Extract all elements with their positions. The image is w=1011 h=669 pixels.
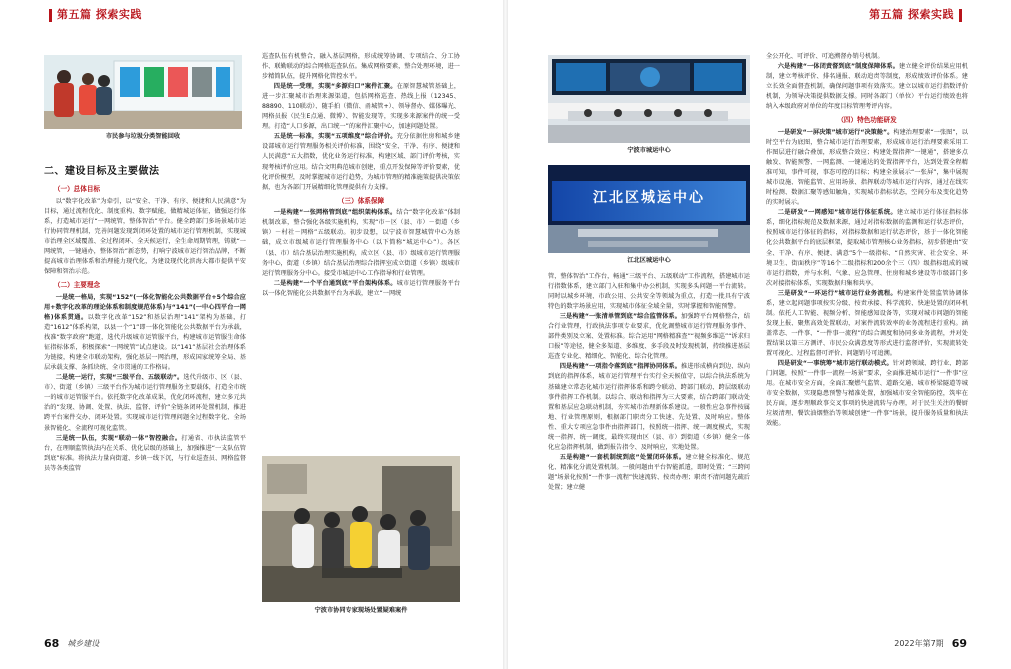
page-number: 68 [44, 637, 60, 651]
paragraph-body: 针对跨领域、跨行业、跨部门问题，按照“一件事一流程一场景”要求，全面推进城市运行“一件事”应用。在城市安全方面，全面汇聚燃气监管、道路交通、城市桥梁隧道等城市安全数据，实现隐患预警与精准处置，加强城市安全智能防控，筑牢在民方面，逐步理顺政事交叉事项的快速流转与办理，对于民生关注的餐厨垃圾清理、餐饮油烟整治等领域创建“一件事”场景，提升服务质量和执法效能。 [766, 360, 968, 428]
paragraph [44, 434, 246, 474]
section-title: 第五篇 探索实践 [869, 8, 954, 22]
paragraph-lead: 一是构建“一张网格管到底”组织架构体系。 [273, 209, 397, 217]
paragraph [548, 312, 750, 362]
magazine-name: 城乡建设 [67, 638, 100, 648]
paragraph [766, 62, 968, 112]
page-footer-left [44, 635, 99, 653]
photo-caption: 宁波市协同专家现场处置疑难案件 [314, 607, 408, 614]
paragraph-body: 建立城市运行体征指标体系，细化指标规范及数据来源，通过对指标数据的监测和运行状态评价，按照城市运行体征的指标，对指标数据和运行状态评价，基于一体化智能化公共数据平台的底层框架，提取城市管理核心业务指标，初步搭建由“安全、干净、有序、便捷、满意”5个一级指标、“自然灾害、社会安全、环境卫生、街面秩序”等16个二级指标和200余个三（四）级指标组成的城市运行指数，并与水利、气象、应急管理、住房和城乡建设等市级部门多次对接指标体系，实现数据归集和共享。 [766, 209, 968, 287]
paragraph [548, 453, 750, 493]
street-experts-illustration [262, 456, 460, 602]
page-footer-right [894, 635, 967, 653]
right-page [508, 0, 1011, 669]
paragraph-lead: 六是构建“一体闭责督到底”制度保障体系。 [777, 63, 900, 71]
photo-ningbo-center [548, 55, 750, 143]
chapter-heading: 二、建设目标及主要做法 [44, 166, 160, 177]
right-column-2 [766, 52, 968, 630]
paragraph [262, 82, 460, 132]
paragraph-lead: 二是研发“一网感知”城市运行体征系统。 [777, 209, 897, 217]
paragraph [548, 362, 750, 452]
subheading-overall-goal: （一）总体目标 [53, 185, 101, 194]
paragraph: 巡查队伍有机整合，融入基层网格，形成统筹协调、专项结合、分工协作、联勤联动的综合网格巡查队伍。集成网格要素，整合处理环境，进一步精简队伍，提升网格化管控水平。 [262, 53, 460, 81]
paragraph-body: 结合“数字化改革”体制机制改革，整合强化各级实施机构，实现“市－区（县、市）－街道（乡镇）－村社－网格”五级联动。初步设想，以宁波市智慧城管中心为基础，成立市级城市运行管理服务中心（以下简称“城运中心”）。各区（县、市）结合基层治理实施机构，成立区（县、市）级城市运行管理服务中心，街道（乡镇）结合基层治理综合指挥室成立街道（乡镇）级城市运行管理服务分中心。接受市城运中心工作指导和行业管理。 [262, 209, 460, 277]
paragraph-body: 构建案件处置监管协调体系，建立起问题事项按实分级、按责承接、科学流转、快速处置的闭环机制。依托人工智能、视频分析、智能感知设备等，实现对城市问题的智能发现上报、聚焦高效处置联动，对案件流转效率的业务流程进行重构。涵盖常态、一件事、“一件事一流程”的综合调度和协同多业务流程，并对处置结果以第三方测评、市民公众满意度等形式进行监督评价，实现流转处置可视化、过程监督可评价、问题销号可追溯。 [766, 289, 968, 357]
paragraph-body: 推进形成横向到边、纵向到底的指挥体系，城市运行管理平台实行全天候值守，以综合执法系统为基础建立常态化城市运行指挥体系和跨令联动、跨部门联动、跨层级联动事件指挥工作机制。以综合、联动和指挥为三大要素，结合跨部门联动处置和基层应急联动机制，夯实城市治理新体系建设。一般性应急事件按属地、行业管理原则，根据部门职责分工快速、先处置、及时响应。整体性、重大专项应急事件由指挥部门，按照统一指挥、统一调度模式，实现统一指挥、统一调度，最终实现由区（县、市）到街道（乡镇）健全一体化应急指挥机制，做到报告指令、及时响应，实地处置。 [548, 363, 750, 451]
photo-caption: 宁波市城运中心 [627, 147, 671, 154]
photo-street-experts [262, 456, 460, 602]
paragraph-body: 构建治理要素“一张图”，以时空平台为底图，整合城市运行治理要素，形成城市运行治理要素采用工作图层进行融合叠加，形成整合效应；构建处置指挥“一键通”，搭建多点触发、智能预警、一网监测、一键通达的处置指挥平台，达到处置全程精准可知，事件可视，事态可控的目标；构建全景展示“一张屏”，集中展现城市设施、智能监管、应用场景、指挥联动等城市运行内容，通过在线实时检测、数据汇聚等感知触角，实现城市指标状态，空间分布及变化趋势的实时展示。 [766, 128, 968, 207]
paragraph [44, 293, 246, 373]
section-tag-right [869, 6, 967, 24]
photo-caption: 市民参与垃圾分类智能回收 [105, 133, 181, 140]
garbage-sorting-illustration [44, 55, 242, 129]
paragraph [766, 128, 968, 208]
paragraph [262, 132, 460, 192]
paragraph: 以“数字化改革”为牵引，以“安全、干净、有序、便捷和人民满意”为目标，通过流程优化、制度重构、数字赋能，做精城运体征，做强运行体系，打造城市运行“一网统管，整体智治”平台。健全跨部门多场景城市运行协同管理机制，完善问题发现到闭环处置的城市运行管理机制，实现城市治理全区域覆盖、全过程闭环、全天候运行，全生命周期管理，铸就“一网统管，一键通办，整体智治”新态势，打响宁波城市运行智治品牌，不断提高城市治理体系和治理能力现代化，为建设现代化滨海大都市提供平安保障和智治示范。 [44, 197, 246, 276]
page-number: 69 [951, 637, 967, 651]
paragraph-body: 选代升级市、区（县、市）、街道（乡镇）三级平台作为城市运行管理服务主要载体，打造全市统一的城市运管服平台。依托数字化改革成果，优化闭环流程，建立多元共治的“发现、协调、处置、执法、监督、评价”全链条闭环处置机制，推进跨平台案件交办、闭环处置。实现城市运行管理问题全过程数字化、全场景智能化、全流程可视化监管。 [44, 374, 246, 432]
paragraph-lead: 三是研发“一环运行”城市运行业务流程。 [777, 289, 897, 297]
photo-caption: 江北区城运中心 [627, 257, 671, 264]
paragraph-lead: 五是统一标准，实现“五项维度”综合评价。 [273, 133, 397, 141]
paragraph [262, 279, 460, 299]
paragraph-body: 打通省、市执法监管平台，在理顺监管执法内在关系、优化层级的基础上，加强推进“一支队伍管到底”标准。将执法力量向街道、乡镇一线下沉，与行业巡查员、网格监督员等各类监管 [44, 434, 246, 472]
paragraph-body: 加强跨平台网格整合，结合行业管理，行政执法事项专业要求，优化调整城市运行管理服务事件、部件类别及立案、处置标准。综合运用“网格精准查”“视频多维巡”“诉求归口报”等途径，健全多渠道、多维度、多手段及时发现机制，持续推进基层巡查专业化、精细化、智能化、综合化管理。 [548, 313, 750, 361]
left-page [0, 0, 503, 669]
paragraph-lead: 一是研发“一屏决策”城市运行“决策舱”。 [777, 128, 894, 136]
paragraph-body: 以数字化改革“152”和基层治理“141”架构为基础，打造“1612”体系构架，以县一个“1”即一体化智能化公共数据平台为承载，找准“数字政府”跑道，选代升级城市运管服平台，构建城市运管服生命体征指标体系，积极探索“一网统管”试点建设。以“141”基层社会治理体系为链接，构建全市联动架构，强化基层一网治理，形成国家统筹全局、基层承载支撑、条抓块统、全市贯通的工作格局。 [44, 314, 246, 372]
paragraph: 全公开化、可评价、可追溯督办销号机制。 [766, 53, 884, 60]
screen-text: 江北区城运中心 [593, 190, 705, 206]
subheading-system-guarantee: （三）体系保障 [337, 196, 385, 205]
paragraph [766, 289, 968, 359]
paragraph-body: 在原智慧城管基础上，进一步汇聚城市治理来源渠道，包括网格巡查、热线上报（12345、88890、110联动）、随手拍（微信、甬城管+）、领导督办、媒体曝光、网格员报（民生E点通、微博）、智能发现等，实现多来源案件的统一受理。打造“人口多源，出口统一”的案件汇聚中心，加速问题处置。 [262, 83, 460, 131]
section-bar [959, 9, 962, 22]
section-tag-left [44, 6, 142, 24]
paragraph-body: 城市运行管理服务平台以一体化智能化公共数据平台为承载，建立“一网统 [262, 279, 460, 297]
left-column-1 [44, 160, 246, 628]
paragraph-lead: 五是构建“一套机制统到底”处置闭环体系。 [559, 453, 686, 461]
paragraph [262, 208, 460, 278]
paragraph-body: 充分依据住房和城乡建设部城市运行管理服务相关评价标准，围绕“安全、干净、有序、便捷和人民满意”五大指数，优化业务运行标准，构建区域、部门评价考核，实现考核评价应用。结合文明典范城市创建，重点开发保障等评价要素，优化评价模型，及时掌握城市运行趋势，为城市管理的精准施策提供决策依据，也为各部门开展精细化管理提供有力支撑。 [262, 133, 460, 191]
paragraph-lead: 二是统一运行，实现“三级平台、五级联动”。 [55, 374, 184, 382]
paragraph-body: 建立健全标准化、规范化、精准化分流处置机制。一般问题由平台智能派遣，即时处置；“三跨问题”场景化按照“一件事一流程”快速流转、按责办理；职责不清问题先疏后处置；建立健 [548, 453, 750, 491]
paragraph-lead: 三是构建“一张清单管到底”综合监管体系。 [559, 313, 682, 321]
paragraph-lead: 四是构建“一项指令落到底”指挥协同体系。 [559, 363, 682, 371]
section-bar [49, 9, 52, 22]
paragraph [766, 208, 968, 288]
subheading-main-concepts: （二）主要理念 [53, 281, 101, 290]
issue-label: 2022年第7期 [894, 638, 944, 648]
paragraph-lead: 一是统一格局，实现“152”(一体化智能化公共数据平台+5个综合应用+数字化改革的理论体系和制度规范体系)与“141”(一中心四平台一网格)体系贯通。 [44, 293, 246, 321]
paragraph-body: 建立健全评价结果应用机制，建立考核评价、排名通报、联动追责等制度，形成绩效评价体系。建立长效全面督查机制，确保问题事项有效落实。建立以城市运行指数评价机制，为领导决策提供数据支撑。同时各部门（单位）平台运行绩效也将纳入本级政府对单位的年度目标管理考评内容。 [766, 63, 968, 111]
paragraph-lead: 三是统一队伍，实现“联动一体”智控融合。 [55, 434, 182, 442]
subheading-feature-dev: （四）特色功能研发 [837, 116, 897, 125]
control-room-illustration [548, 55, 750, 143]
paragraph [44, 373, 246, 433]
left-column-2 [262, 52, 460, 448]
photo-garbage-sorting [44, 55, 242, 129]
photo-jiangbei-center [548, 165, 750, 253]
paragraph: 管，整体智治”工作台，畅通“三级平台、五级联动”工作流程，搭建城市运行指数体系，建立部门入驻和集中办公机制，实现多头问题一平台流转。同时以城乡环境、市政公用、公共安全等领域为重点，打造一批具有宁波特色的数字场景应用，实现城市体征全域全量，实时掌握和智能预警。 [548, 273, 750, 311]
paragraph-lead: 四是研发“一事统筹”城市运行联动模式。 [777, 360, 893, 368]
section-title: 第五篇 探索实践 [57, 8, 142, 22]
paragraph-lead: 四是统一受理，实现“多源归口”案件汇聚。 [273, 83, 397, 91]
paragraph [766, 359, 968, 429]
paragraph-lead: 二是构建“一个平台通到底”平台架构体系。 [273, 279, 397, 287]
right-column-1 [548, 272, 750, 628]
